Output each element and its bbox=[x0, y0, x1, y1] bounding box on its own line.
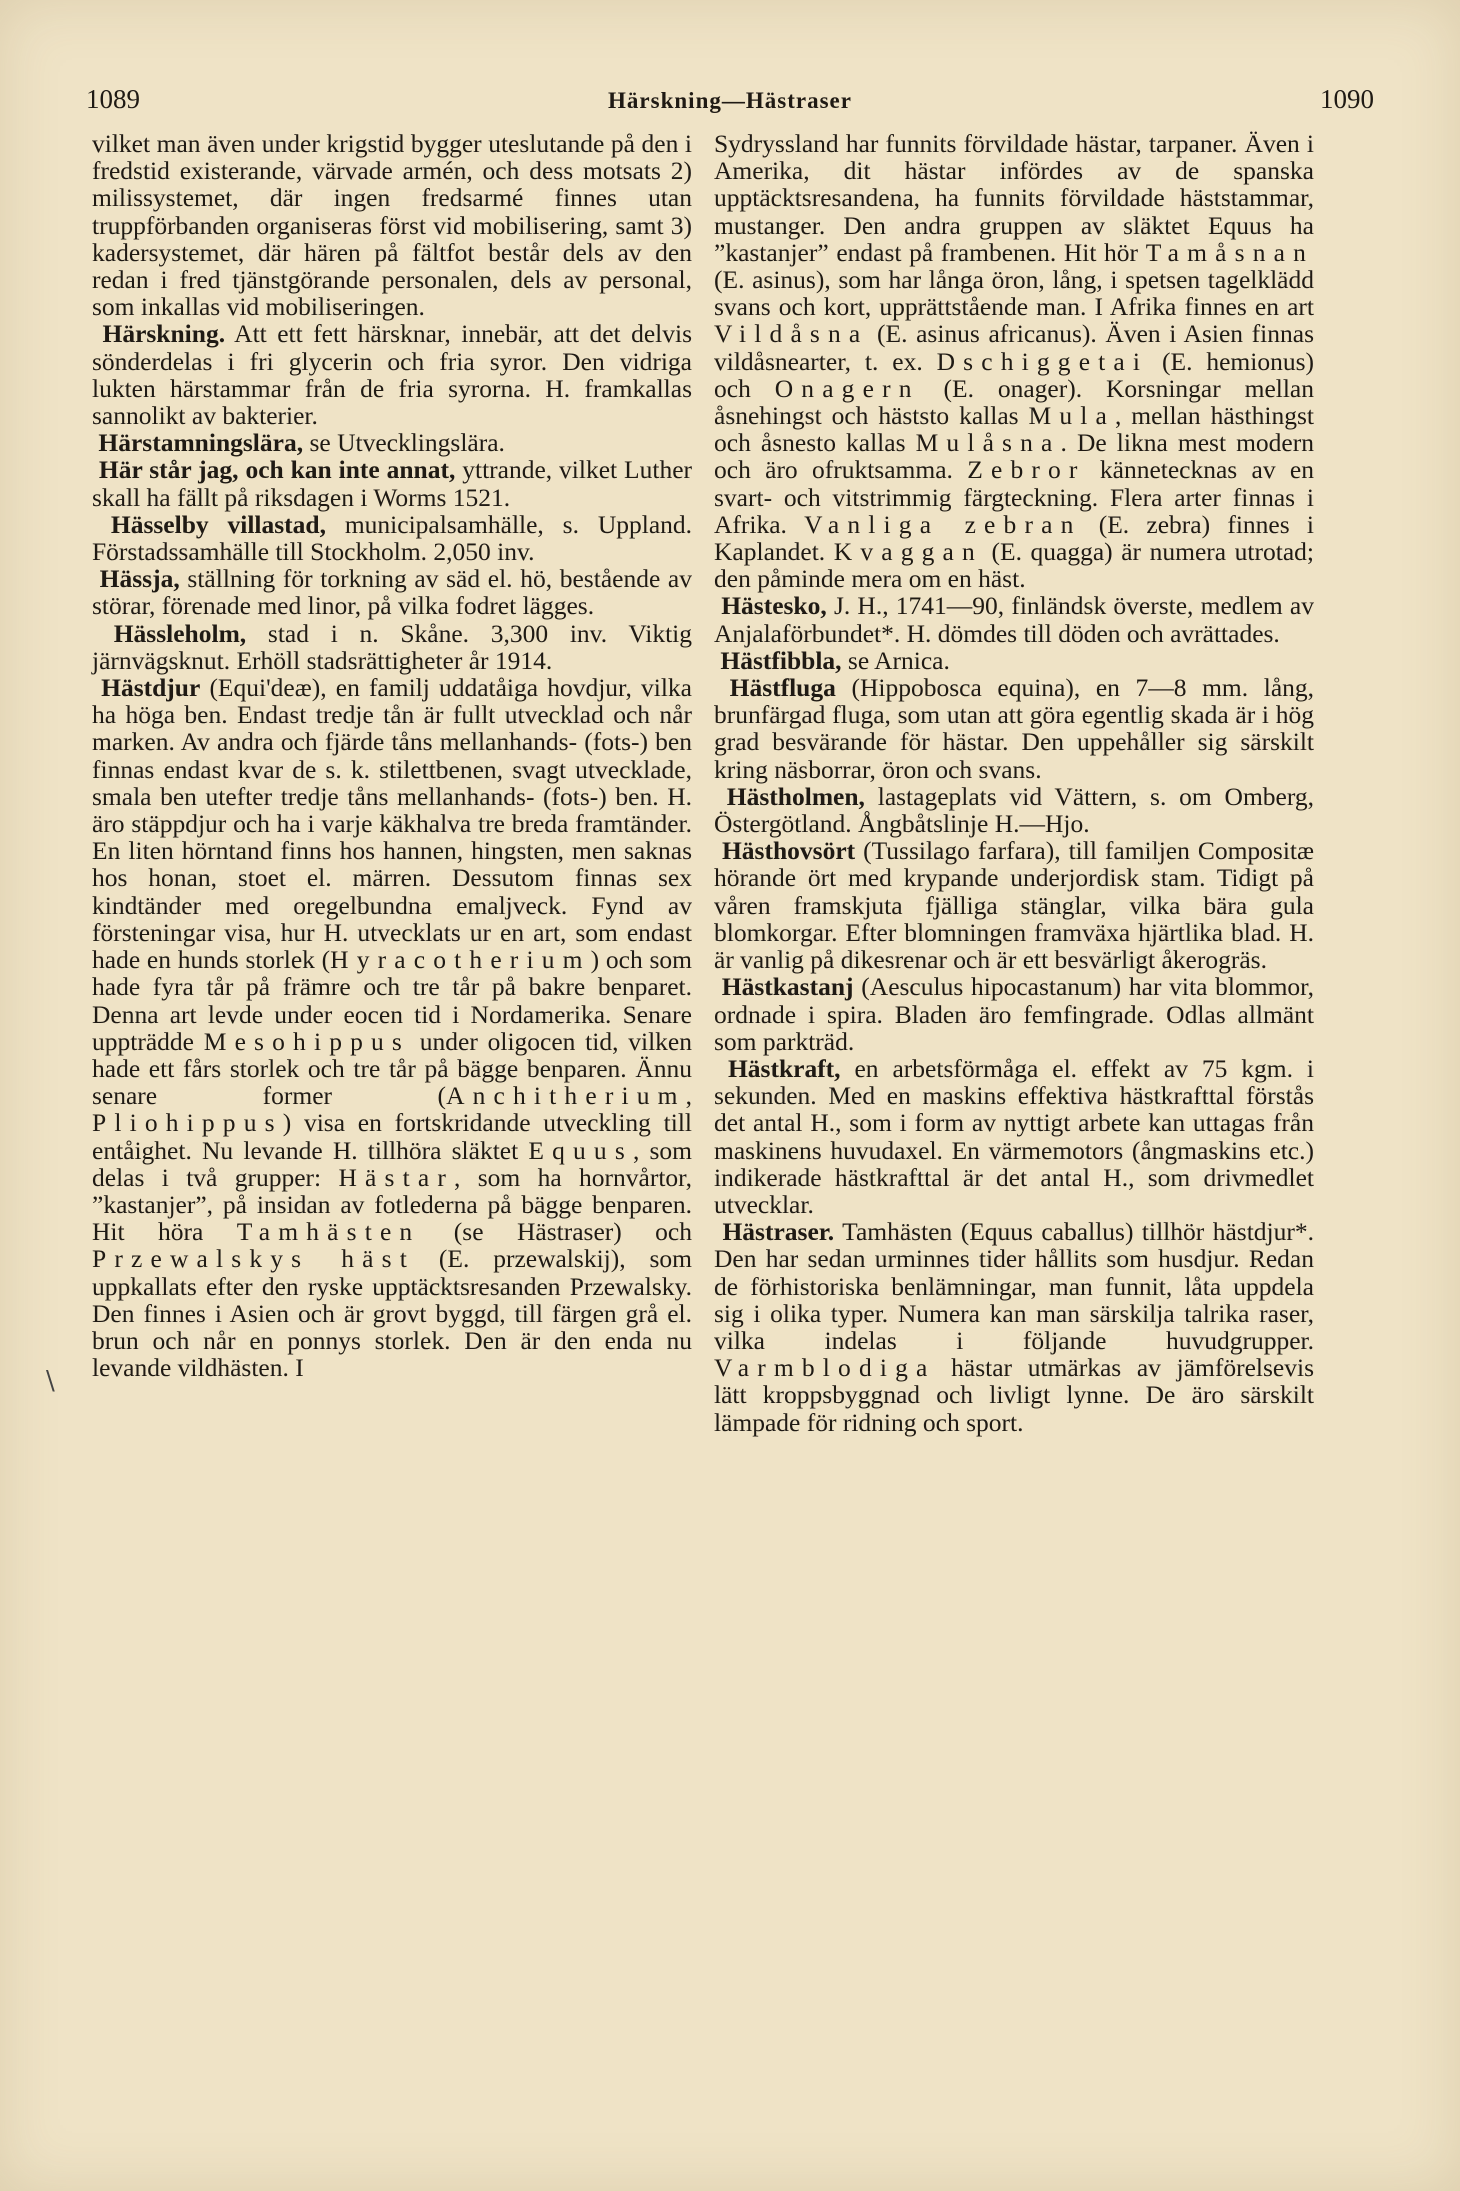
entry-text: stad i n. Skåne. 3,300 inv. Viktig järnvägsknut. Erhöll stadsrättigheter år 1914. bbox=[92, 618, 693, 675]
entry-harskning bbox=[92, 320, 692, 429]
entry-text: (Hippobosca equina), en 7—8 mm. lång, brunfärgad fluga, som utan att göra egentlig skada är i hög grad besvärande för hästar. Den uppehåller sig särskilt kring näsborrar, öron och svans. bbox=[714, 673, 1315, 784]
entry-text: kännetecknas av en svart- och vitstrimmig färgteckning. Flera arter finnas i Afrika. bbox=[714, 455, 1314, 539]
entry-text: yttrande, vilket Luther skall ha fällt på riksdagen i Worms 1521. bbox=[92, 455, 693, 512]
spaced-term: Mesohippus bbox=[203, 1026, 411, 1056]
page-header bbox=[86, 84, 1374, 124]
spaced-term: Vanliga zebran bbox=[804, 509, 1082, 539]
entry-text: . De likna mest modern och äro ofruktsamma. bbox=[714, 428, 1314, 485]
entry-text: Att ett fett härsknar, innebär, att det delvis sönderdelas i fri glycerin och fria syror. Den vidriga lukten härstammar från de fria syrorna. H. framkallas sannolikt av bakterier. bbox=[92, 319, 693, 431]
entry-headword: Hästholmen, bbox=[726, 781, 865, 811]
entry-text: (Equi'deæ), en familj uddatåiga hovdjur, vilka ha höga ben. Endast tredje tån är fullt utvecklad och når marken. Av andra och fjärde tåns mellanhands- (fots-) ben finnas endast kvar de s. k. stilettbenen, svagt utvecklade, smala ben utefter tredje tåns mellanhands- (fots-) ben. H. äro stäppdjur och ha i varje käkhalva tre breda framtänder. En liten hörntand finns hos hannen, hingsten, men saknas hos honan, stoet el. märren. Dessutom finnas sex kindtänder med oregelbundna emaljveck. Fynd av försteningar visa, hur H. utvecklats ur en art, som endast hade en hunds storlek ( bbox=[92, 673, 693, 975]
entry-headword: Hästesko, bbox=[721, 591, 827, 621]
entry-hastkastanj bbox=[714, 973, 1314, 1055]
page-number-right: 1090 bbox=[1320, 84, 1374, 114]
entry-har-star-jag bbox=[92, 456, 692, 510]
entry-harstamningslara bbox=[92, 429, 692, 456]
entry-headword: Hästkraft, bbox=[727, 1053, 841, 1083]
entry-headword: Hässleholm, bbox=[113, 618, 247, 648]
spaced-term: Dschiggetai bbox=[936, 346, 1149, 376]
entry-headword: Hässelby villastad, bbox=[110, 509, 326, 539]
entry-headword: Hästhovsört bbox=[721, 836, 856, 866]
entry-text: Tamhästen (Equus caballus) tillhör hästdjur*. Den har sedan urminnes tider hållits som husdjur. Redan de förhistoriska benlämningar, man funnit, låta uppdela sig i olika typer. Numera kan man särskilja talrika raser, vilka indelas i följande huvudgrupper. bbox=[714, 1217, 1315, 1355]
spaced-term: Mulåsna bbox=[915, 428, 1061, 458]
entry-text: (E. przewalskij), som uppkallats efter den ryske upptäcktsresanden Przewalsky. Den finnes i Asien och är grovt byggd, till färgen grå el. brun och når en ponnys storlek. Den är den enda nu levande vildhästen. I bbox=[92, 1244, 692, 1383]
spaced-term: Varmblodiga bbox=[714, 1353, 936, 1383]
margin-mark: \ bbox=[46, 1366, 55, 1396]
entry-text: J. H., 1741—90, finländsk överste, medlem av Anjalaförbundet*. H. dömdes till döden och avrättades. bbox=[714, 591, 1315, 648]
entry-hastholmen bbox=[714, 783, 1314, 837]
entry-text: , bbox=[685, 1081, 692, 1111]
entry-text: ) visa en fortskridande utveckling till entåighet. Nu levande H. tillhöra släktet bbox=[92, 1108, 692, 1165]
entry-headword: Hästfluga bbox=[729, 673, 836, 703]
entry-text: hästar utmärkas av jämförelsevis lätt kroppsbyggnad och livligt lynne. De äro särskilt lämpade för ridning och sport. bbox=[714, 1353, 1314, 1437]
left-column bbox=[92, 130, 692, 1381]
spaced-term: Vildåsna bbox=[714, 319, 869, 349]
entry-text: se Arnica. bbox=[847, 645, 950, 675]
entry-headword: Hästkastanj bbox=[721, 972, 854, 1002]
entry-text: (Tussilago farfara), till familjen Compositæ hörande ört med krypande underjordisk stam. Tidigt på våren framskjuta fjälliga stänglar, vilka bära gula blomkorgar. Efter blomningen framväxa hjärtlika blad. H. är vanlig på dikesrenar och är ett besvärligt åkerogräs. bbox=[714, 836, 1315, 975]
page-number-left: 1089 bbox=[86, 84, 140, 114]
spaced-term: Onagern bbox=[774, 373, 920, 403]
entry-hasselby bbox=[92, 511, 692, 565]
entry-hastdjur bbox=[92, 674, 692, 1381]
entry-text: (Aesculus hipocastanum) har vita blommor, ordnade i spira. Bladen äro femfingrade. Odlas allmänt som parkträd. bbox=[714, 972, 1315, 1056]
continued-text bbox=[92, 130, 692, 320]
entry-text: se Utvecklingslära. bbox=[309, 428, 505, 458]
entry-text: ställning för torkning av säd el. hö, bestående av störar, förenade med linor, på vilka fodret lägges. bbox=[92, 564, 693, 621]
entry-hastfluga bbox=[714, 674, 1314, 783]
right-column bbox=[714, 130, 1314, 1436]
entry-hassleholm bbox=[92, 620, 692, 674]
entry-hasthovsort bbox=[714, 837, 1314, 973]
entry-text: lastageplats vid Vättern, s. om Omberg, Östergötland. Ångbåtslinje H.—Hjo. bbox=[714, 781, 1314, 839]
entry-headword: Hästdjur bbox=[101, 673, 201, 703]
entry-hassja bbox=[92, 565, 692, 619]
spaced-term: Anchitherium bbox=[446, 1081, 686, 1111]
spaced-term: Equus bbox=[528, 1135, 633, 1165]
entry-text: (E. hemionus) och bbox=[714, 346, 1314, 403]
entry-text: , som ha hornvårtor, ”kastanjer”, på insidan av fotlederna på bägge benparen. Hit höra bbox=[92, 1162, 692, 1247]
spaced-term: Hästar bbox=[338, 1162, 454, 1192]
entry-text: en arbetsförmåga el. effekt av 75 kgm. i sekunden. Med en maskins effektiva hästkrafttal förstås det antal H., som i form av nyttigt arbete kan uttagas från maskinens huvudaxel. En värmemotors (ångmaskins etc.) indikerade hästkrafttal är det antal H., som drivmedlet utvecklar. bbox=[714, 1053, 1315, 1219]
spaced-term: Pliohippus bbox=[92, 1108, 283, 1138]
entry-text: (E. asinus africanus). Även i Asien finnas vildåsnearter, t. ex. bbox=[714, 319, 1314, 376]
spaced-term: Tamåsnan bbox=[1145, 237, 1314, 267]
spaced-term: Przewalskys häst bbox=[92, 1244, 415, 1274]
spaced-term: Tamhästen bbox=[236, 1217, 421, 1247]
entry-headword: Hästraser. bbox=[722, 1217, 835, 1247]
entry-headword: Härskning. bbox=[102, 319, 226, 349]
entry-text: , mellan hästhingst och åsnesto kallas bbox=[714, 401, 1314, 458]
entry-text: vilket man även under krigstid bygger uteslutande på den i fredstid existerande, värvade armén, och dess motsats 2) milissystemet, där ingen fredsarmé finnes utan truppförbanden organiseras först vid mobilisering, samt 3) kadersystemet, där hären på fältfot består dels av den redan i fred tjänstgörande personalen, dels av personal, som inkallas vid mobiliseringen. bbox=[92, 129, 692, 322]
entry-headword: Hästfibbla, bbox=[720, 645, 842, 675]
entry-headword: Härstamningslära, bbox=[98, 428, 304, 458]
entry-text: ) och som hade fyra tår på främre och tre tår på bakre benparet. Denna art levde under eocen tid i Nordamerika. Senare uppträdde bbox=[92, 945, 692, 1056]
entry-text: under oligocen tid, vilken hade ett fårs storlek och tre tår på bägge benparen. Ännu senare former ( bbox=[92, 1026, 692, 1111]
entry-text: Sydryssland har funnits förvildade hästar, tarpaner. Även i Amerika, dit hästar infördes av de spanska upptäcktsresandena, ha funnits förvildade häststammar, mustanger. Den andra gruppen av släktet Equus ha ”kastanjer” endast på frambenen. Hit hör bbox=[714, 129, 1314, 267]
entry-text: , som delas i två grupper: bbox=[92, 1135, 692, 1192]
running-title: Härskning—Hästraser bbox=[608, 88, 852, 113]
spaced-term: Zebror bbox=[967, 455, 1086, 485]
entry-headword: Här står jag, och kan inte annat, bbox=[98, 455, 456, 485]
entry-text: (E. zebra) finnes i Kaplandet. bbox=[714, 509, 1314, 567]
entry-hastesko bbox=[714, 592, 1314, 646]
continued-text bbox=[714, 130, 1314, 592]
entry-text: (se Hästraser) och bbox=[420, 1217, 693, 1247]
entry-hastkraft bbox=[714, 1055, 1314, 1218]
entry-hastraser bbox=[714, 1218, 1314, 1436]
entry-text: (E. onager). Korsningar mellan åsnehingst och häststo kallas bbox=[714, 373, 1314, 431]
entry-text: municipalsamhälle, s. Uppland. Förstadssamhälle till Stockholm. 2,050 inv. bbox=[92, 509, 693, 567]
entry-headword: Hässja, bbox=[99, 564, 180, 594]
spaced-term: Mula bbox=[1028, 401, 1115, 431]
spaced-term: Hyracotherium bbox=[330, 945, 591, 975]
entry-text: (E. asinus), som har långa öron, lång, i spetsen tagelklädd svans och kort, upprättstående man. I Afrika finnes en art bbox=[714, 265, 1314, 322]
spaced-term: Kvaggan bbox=[833, 537, 983, 567]
entry-text: (E. quagga) är numera utrotad; den påminde mera om en häst. bbox=[714, 537, 1314, 594]
entry-hastfibbla bbox=[714, 647, 1314, 674]
